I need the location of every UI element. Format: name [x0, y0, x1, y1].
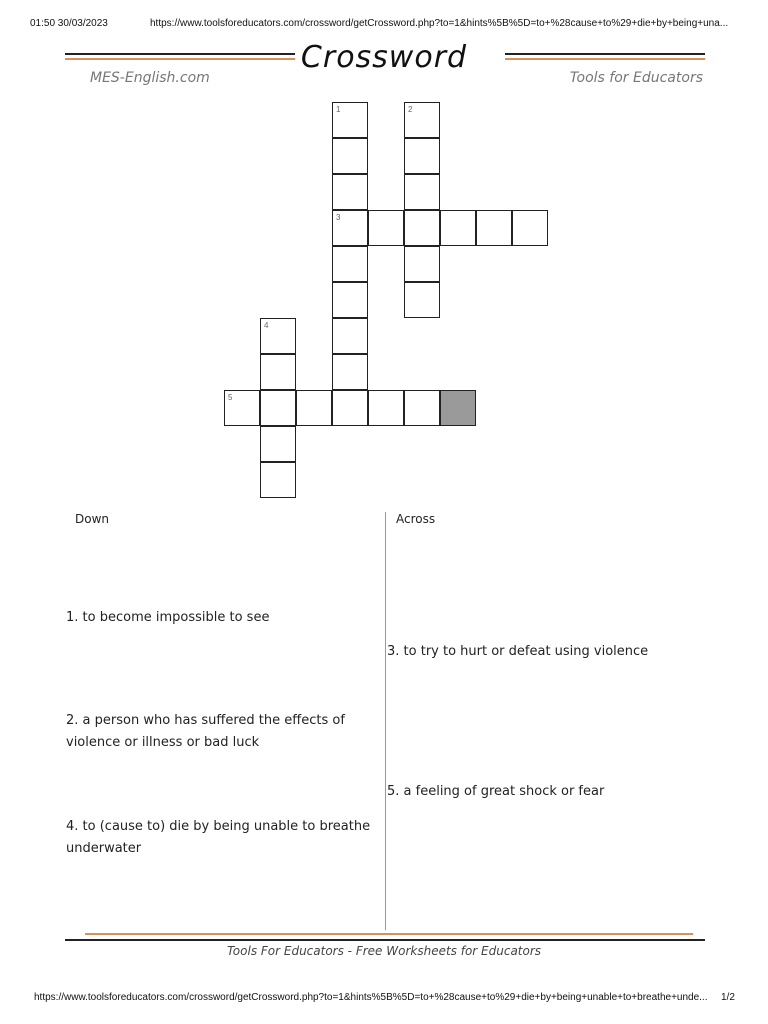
cell-number: 1: [336, 105, 341, 114]
crossword-cell[interactable]: [260, 390, 296, 426]
print-url-footer: https://www.toolsforeducators.com/crossword/getCrossword.php?to=1&hints%5B%5D=to+%28cause+to%29+die+by+being+unable+to+breathe+unde...: [34, 992, 708, 1003]
crossword-cell[interactable]: [260, 354, 296, 390]
across-clue-5: 5. a feeling of great shock or fear: [387, 784, 605, 799]
crossword-cell[interactable]: [260, 318, 296, 354]
crossword-cell[interactable]: [404, 390, 440, 426]
crossword-cell[interactable]: [332, 138, 368, 174]
crossword-cell-blocked: [440, 390, 476, 426]
crossword-cell[interactable]: [332, 318, 368, 354]
cell-number: 2: [408, 105, 413, 114]
crossword-cell[interactable]: [332, 174, 368, 210]
crossword-cell[interactable]: [404, 174, 440, 210]
down-clue-4: 4. to (cause to) die by being unable to breathe underwater: [66, 819, 371, 856]
print-url-header: https://www.toolsforeducators.com/crossword/getCrossword.php?to=1&hints%5B%5D=to+%28cause+to%29+die+by+being+una...: [150, 18, 729, 29]
crossword-cell[interactable]: [332, 246, 368, 282]
down-clue-2: 2. a person who has suffered the effects of violence or illness or bad luck: [66, 713, 345, 750]
footer-tagline: Tools For Educators - Free Worksheets for Educators: [226, 944, 542, 958]
cell-number: 3: [336, 213, 341, 222]
column-divider: [385, 512, 386, 930]
crossword-cell[interactable]: [476, 210, 512, 246]
cell-number: 4: [264, 321, 269, 330]
crossword-cell[interactable]: [404, 282, 440, 318]
crossword-cell[interactable]: [368, 390, 404, 426]
crossword-cell[interactable]: [332, 390, 368, 426]
crossword-cell[interactable]: [332, 210, 368, 246]
across-heading: Across: [396, 512, 436, 526]
site-tag-right: Tools for Educators: [569, 70, 703, 86]
crossword-cell[interactable]: [332, 102, 368, 138]
crossword-cell[interactable]: [440, 210, 476, 246]
down-heading: Down: [75, 512, 110, 526]
footer-rule: [65, 939, 705, 941]
page-title: Crossword: [300, 40, 468, 75]
crossword-cell[interactable]: [404, 246, 440, 282]
crossword-cell[interactable]: [260, 426, 296, 462]
crossword-cell[interactable]: [332, 354, 368, 390]
crossword-cell[interactable]: [404, 210, 440, 246]
cell-number: 5: [228, 393, 233, 402]
crossword-cell[interactable]: [332, 282, 368, 318]
site-tag-left: MES-English.com: [90, 70, 210, 86]
across-clue-3: 3. to try to hurt or defeat using violence: [387, 644, 649, 659]
crossword-cell[interactable]: [368, 210, 404, 246]
page-indicator: 1/2: [721, 992, 735, 1003]
crossword-cell[interactable]: [260, 462, 296, 498]
footer-accent: [85, 933, 693, 935]
crossword-cell[interactable]: [224, 390, 260, 426]
crossword-cell[interactable]: [296, 390, 332, 426]
down-clue-1: 1. to become impossible to see: [66, 610, 270, 625]
crossword-cell[interactable]: [404, 138, 440, 174]
print-timestamp: 01:50 30/03/2023: [30, 18, 108, 29]
crossword-cell[interactable]: [512, 210, 548, 246]
crossword-grid: [224, 102, 554, 502]
crossword-cell[interactable]: [404, 102, 440, 138]
